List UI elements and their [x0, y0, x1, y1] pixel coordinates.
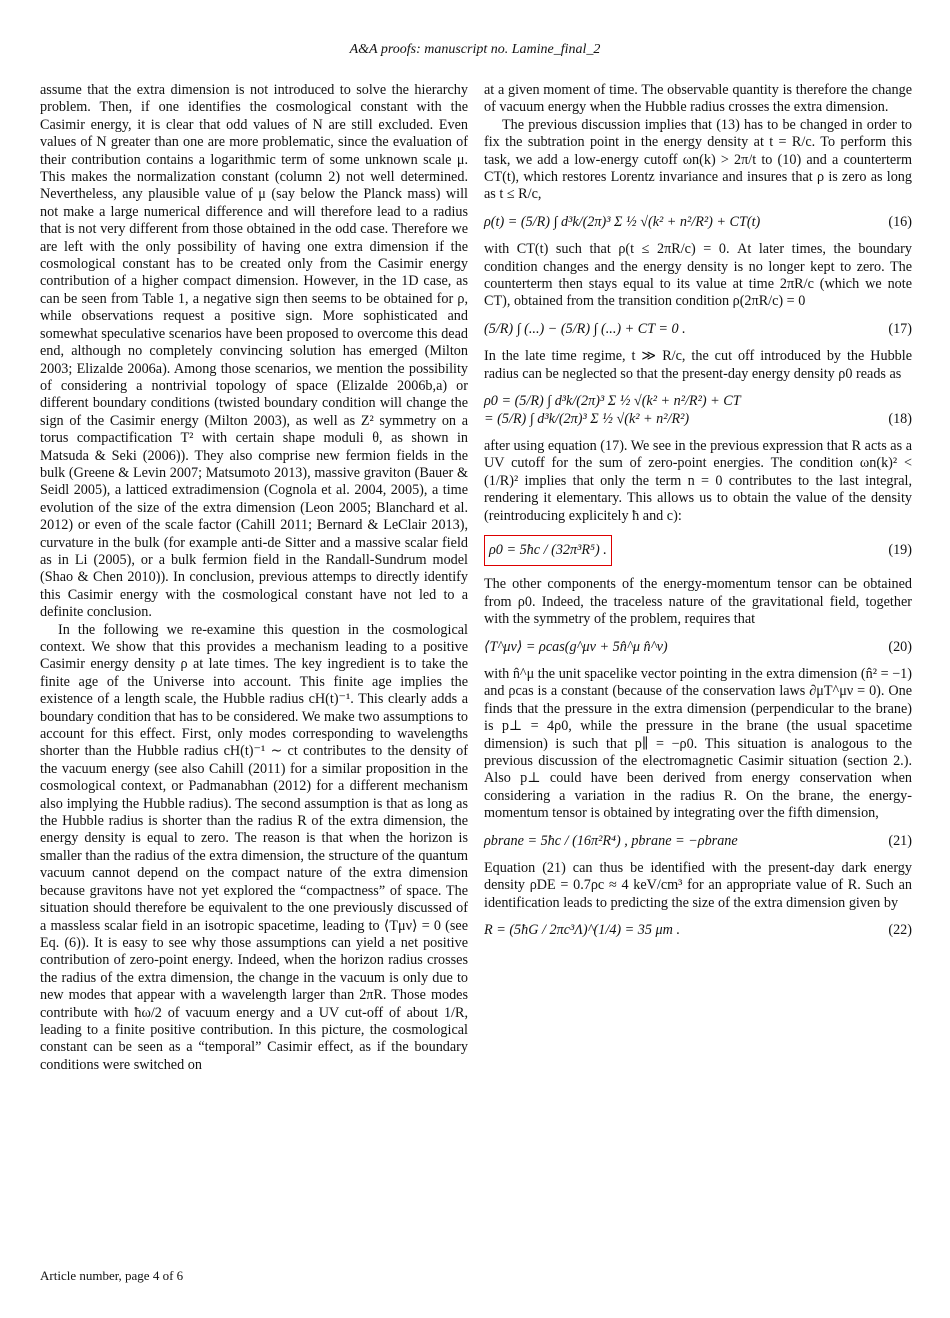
paragraph: In the late time regime, t ≫ R/c, the cut off introduced by the Hubble radius can be neglected so that the present-day energy density ρ0 reads as [484, 348, 912, 382]
equation-body: R = (5ħG / 2πc³Λ)^(1/4) = 35 μm . [484, 922, 680, 939]
equation-number: (20) [888, 638, 912, 655]
equation-20 [484, 639, 912, 656]
equation-17 [484, 321, 912, 338]
equation-body-highlighted: ρ0 = 5ħc / (32π³R⁵) . [484, 535, 612, 566]
equation-line: = (5/R) ∫ d³k/(2π)³ Σ ½ √(k² + n²/R²) [484, 410, 690, 427]
paragraph: assume that the extra dimension is not introduced to solve the hierarchy problem. Then, if one identifies the cosmological constant with the Casimir energy, it is clear that odd values of N are still excluded. Even values of N greater than one are more problematic, since the evaluation of their contribution contains a logarithmic term of some unknown scale μ. This makes the normalization constant (column 2) not well determined. Nevertheless, any plausible value of μ (say below the Planck mass) will not make a large numerical difference and will therefore lead to a radius that is not very different from those obtained in the odd case. Therefore we are left with the only possibility of having one extra dimension if the cosmological constant has to be created only from the Casimir energy contribution of a higher compact dimension. However, in the 1D case, as can be seen from Table 1, a negative sign then seems to be obtained for ρ, while observations request a positive sign. More sophisticated and somewhat speculative scenarios have been proposed to overcome this dead end, although no completely convincing solution has emerged (Milton 2003; Elizalde 2006a). Among those scenarios, we mention the possibility of considering a nontrivial topology of space (Elizalde 2006b,a) or different boundary conditions (twisted boundary condition will change the sign of the Casimir energy (Milton 2003), as well as Z² symmetry on a torus compactification T² with certain shape moduli θ, as shown in Matsuda & Seki (2006)). They also comprise new fermion fields in the bulk (Greene & Levin 2007; Matsumoto 2013), massive graviton (Bauer & Seidl 2005), a latticed extradimension (Cognola et al. 2004, 2005), a time evolution of the size of the extra dimension (Leon 2005; Blanchard et al. 2012) or even of the scale factor (Cahill 2011; Bernard & LeClair 2013), curvature in the bulk (for example anti-de Sitter and a massive scalar field as in Li (2005), or a bulk fermion field in the Randall-Sundrum model (Shao & Chen 2010)). In conclusion, previous attemps to directly identify this Casimir energy with the cosmological constant have not led to a definite conclusion. [40, 82, 468, 621]
equation-body: ρ(t) = (5/R) ∫ d³k/(2π)³ Σ ½ √(k² + n²/R²) + CT(t) [484, 213, 761, 230]
equation-number: (22) [888, 922, 912, 939]
equation-number: (17) [888, 320, 912, 337]
paragraph: at a given moment of time. The observable quantity is therefore the change of vacuum energy when the Hubble radius crosses the extra dimension. [484, 82, 912, 116]
equation-number: (21) [888, 832, 912, 849]
equation-body: ⟨T^μν⟩ = ρcas(g^μν + 5n̂^μ n̂^ν) [484, 638, 668, 655]
paragraph: with CT(t) such that ρ(t ≤ 2πR/c) = 0. At later times, the boundary condition changes and the energy density is no longer kept to zero. The counterterm then stays equal to its value at time 2πR/c (which we note CT), obtained from the transition condition ρ(2πR/c) = 0 [484, 241, 912, 310]
equation-body: ρbrane = 5ħc / (16π²R⁴) , pbrane = −ρbrane [484, 832, 738, 849]
paragraph: The other components of the energy-momentum tensor can be obtained from ρ0. Indeed, the traceless nature of the gravitational field, together with the symmetry of the problem, requires that [484, 576, 912, 628]
left-column [40, 82, 468, 1074]
equation-21 [484, 833, 912, 850]
right-column [484, 82, 912, 950]
paragraph: The previous discussion implies that (13) has to be changed in order to fix the subtration point in the energy density at t = R/c. To perform this task, we add a low-energy cutoff ωn(k) > 2π/t to (10) and a counterterm CT(t), which restores Lorentz invariance and insures that ρ is zero as long as t ≤ R/c, [484, 116, 912, 203]
equation-body: (5/R) ∫ (...) − (5/R) ∫ (...) + CT = 0 . [484, 320, 686, 337]
running-header: A&A proofs: manuscript no. Lamine_final_2 [349, 42, 601, 57]
equation-line: ρ0 = (5/R) ∫ d³k/(2π)³ Σ ½ √(k² + n²/R²) + CT [484, 393, 741, 410]
paragraph: with n̂^μ the unit spacelike vector pointing in the extra dimension (n̂² = −1) and ρcas is a constant (because of the conservation laws ∂μT^μν = 0). One finds that the pressure in the extra dimension (perpendicular to the brane) is p⊥ = 4ρ0, while the pressure in the brane (the usual spacetime dimension) is such that p∥ = −ρ0. This situation is analogous to the previous discussion of the electromagnetic Casimir situation (section 2.). Also p⊥ could have been derived from energy conservation when considering a variation in the radius R. On the brane, the energy-momentum tensor is obtained by integrating over the fifth dimension, [484, 665, 912, 822]
equation-19 [484, 535, 912, 566]
equation-number: (18) [888, 410, 912, 427]
page-footer: Article number, page 4 of 6 [40, 1268, 184, 1283]
paragraph: Equation (21) can thus be identified with the present-day dark energy density ρDE = 0.7ρc ≈ 4 keV/cm³ for an appropriate value of R. Such an identification leads to predicting the size of the extra dimension given by [484, 860, 912, 911]
equation-number: (19) [888, 541, 912, 558]
equation-number: (16) [888, 213, 912, 230]
equation-16 [484, 214, 912, 231]
paragraph: In the following we re-examine this question in the cosmological context. We show that this provides a mechanism leading to a positive Casimir energy density ρ at late times. The key ingredient is to take the finite age of the Universe into account. This finite age implies the existence of a length scale, the Hubble radius cH(t)⁻¹. This clearly adds a boundary condition that has to be considered. We make two assumptions to account for this effect. First, only modes corresponding to wavelengths shorter than the Hubble radius cH(t)⁻¹ ∼ ct contributes to the density of the vacuum energy (see also Cahill (2011) for a similar proposition in the cosmological context, or Padmanabhan (2012) for a different mechanism also implying the Hubble radius). The second assumption is that as long as the Hubble radius is shorter than the radius R of the extra dimension, the energy density is equal to zero. The reason is that when the horizon is smaller than the radius of the extra dimension, the structure of the quantum vacuum cannot depend on the compact nature of the extra dimension because gravitons have not yet explored the “compactness” of space. The situation should therefore be equivalent to the one previously discussed of a massless scalar field in an isotropic spacetime, leading to ⟨Tμν⟩ = 0 (see Eq. (6)). It is easy to see why those assumptions can yield a net positive contribution of zero-point energy. Indeed, when the horizon radius crosses the radius of the extra dimension, the change in the vacuum is only due to new modes that appear with a wavelength larger than 2πR. Those modes contribute with ħω/2 of vacuum energy and a UV cut-off of about 1/R, leading to a finite positive contribution. In this picture, the cosmological constant can be seen as a “temporal” Casimir effect, as if the boundary conditions were switched on [40, 621, 468, 1073]
equation-22 [484, 922, 912, 939]
paragraph: after using equation (17). We see in the previous expression that R acts as a UV cutoff for the sum of zero-point energies. The condition ωn(k)² < (1/R)² implies that only the term n = 0 contributes to the last integral, rendering it elementary. This allows us to obtain the value of the density (reintroducing explicitely ħ and c): [484, 437, 912, 524]
equation-18 [484, 393, 912, 428]
